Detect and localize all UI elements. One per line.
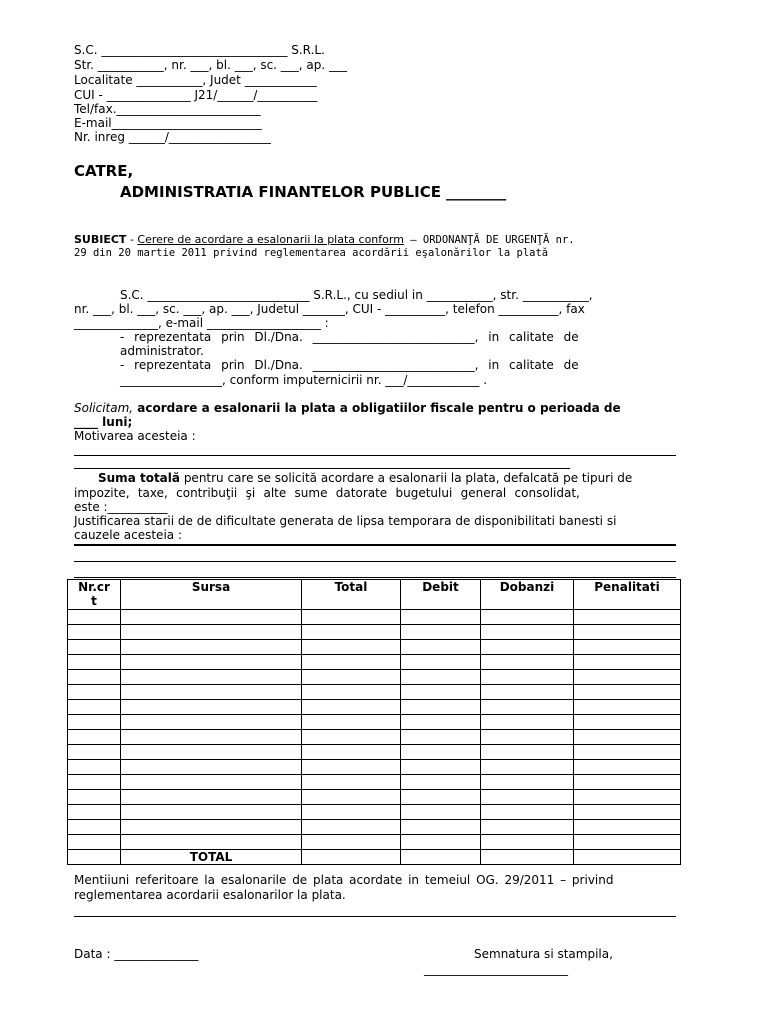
- header-tel: Tel/fax.________________________: [74, 102, 261, 116]
- table-row: [68, 685, 681, 700]
- table-cell: [302, 790, 401, 805]
- table-cell: [121, 700, 302, 715]
- table-cell: [68, 775, 121, 790]
- justificare-line1: Justificarea starii de de dificultate generata de lipsa temporara de disponibilitati banesti si: [74, 514, 617, 528]
- table-cell: [401, 610, 481, 625]
- table-cell: [121, 685, 302, 700]
- table-cell: [121, 820, 302, 835]
- solicit-italic: Solicitam,: [74, 401, 134, 415]
- table-cell: [302, 850, 401, 865]
- justificare-line-2: [74, 561, 676, 562]
- representative-2: - reprezentata prin Dl./Dna. ___________________________, in calitate de: [120, 358, 579, 372]
- table-cell: [574, 625, 681, 640]
- subject-ordonanta-line2: 29 din 20 martie 2011 privind reglementarea acordării eşalonărilor la plată: [74, 247, 549, 259]
- table-cell: [68, 685, 121, 700]
- table-cell: [574, 835, 681, 850]
- subject-line: [74, 232, 575, 248]
- col-penalitati: Penalitati: [574, 580, 681, 610]
- table-cell: [574, 700, 681, 715]
- subject-dash: -: [126, 233, 138, 246]
- table-cell: [481, 730, 574, 745]
- table-cell: [574, 790, 681, 805]
- table-cell: [302, 670, 401, 685]
- table-cell: [302, 655, 401, 670]
- col-total: Total: [302, 580, 401, 610]
- table-cell: [401, 745, 481, 760]
- table-cell: [401, 640, 481, 655]
- table-cell: [68, 670, 121, 685]
- table-cell: [574, 610, 681, 625]
- table-row: [68, 745, 681, 760]
- table-cell: [302, 835, 401, 850]
- table-cell: [121, 670, 302, 685]
- company-intro-line2: nr. ___, bl. ___, sc. ___, ap. ___, Judetul _______, CUI - __________, telefon __________, fax: [74, 302, 585, 316]
- table-cell: [401, 625, 481, 640]
- table-cell: [574, 805, 681, 820]
- table-cell: [68, 715, 121, 730]
- justificare-line-3: [74, 577, 676, 578]
- subject-request: Cerere de acordare a esalonarii la plata conform: [137, 233, 404, 246]
- table-cell: [401, 835, 481, 850]
- table-cell: [302, 610, 401, 625]
- header-cui: CUI - ______________ J21/______/__________: [74, 88, 318, 102]
- table-cell: [68, 835, 121, 850]
- header-email: E-mail_________________________: [74, 116, 262, 130]
- debts-table: [67, 579, 681, 865]
- table-row: [68, 760, 681, 775]
- mentiuni-line: [74, 916, 676, 917]
- table-cell: [121, 730, 302, 745]
- table-row: [68, 820, 681, 835]
- table-cell: [68, 640, 121, 655]
- table-cell: [68, 700, 121, 715]
- table-cell: [401, 685, 481, 700]
- table-row: [68, 790, 681, 805]
- table-cell: [574, 640, 681, 655]
- table-cell: [481, 850, 574, 865]
- table-cell: [401, 805, 481, 820]
- table-row: [68, 610, 681, 625]
- table-cell: [121, 790, 302, 805]
- col-sursa: Sursa: [121, 580, 302, 610]
- suma-line3: este :__________: [74, 500, 168, 514]
- table-total-row: [68, 850, 681, 865]
- table-cell: [401, 760, 481, 775]
- table-cell: [401, 790, 481, 805]
- table-row: [68, 625, 681, 640]
- table-cell: [302, 700, 401, 715]
- table-cell: [68, 730, 121, 745]
- table-cell: [574, 655, 681, 670]
- table-cell: [574, 730, 681, 745]
- solicit-bold: acordare a esalonarii la plata a obligatiilor fiscale pentru o perioada de: [133, 401, 621, 415]
- representative-1: - reprezentata prin Dl./Dna. ___________________________, in calitate de: [120, 330, 579, 344]
- table-cell: [481, 715, 574, 730]
- table-cell: [481, 760, 574, 775]
- table-row: [68, 640, 681, 655]
- table-cell: [121, 775, 302, 790]
- table-cell: [481, 805, 574, 820]
- table-cell: [121, 745, 302, 760]
- suma-rest: pentru care se solicită acordare a esalonarii la plata, defalcată pe tipuri de: [180, 471, 633, 485]
- table-cell: [481, 775, 574, 790]
- table-cell: [401, 670, 481, 685]
- table-cell: [401, 700, 481, 715]
- table-cell: [302, 715, 401, 730]
- data-field: Data : ______________: [74, 947, 199, 961]
- company-intro-line1: S.C. ___________________________ S.R.L., cu sediul in ___________, str. ___________,: [120, 288, 593, 302]
- table-cell: [68, 655, 121, 670]
- table-cell: [302, 640, 401, 655]
- table-cell: [121, 610, 302, 625]
- representative-2-role: _________________, conform imputernicirii nr. ___/____________ .: [120, 373, 488, 387]
- table-cell: [481, 700, 574, 715]
- table-cell: [401, 820, 481, 835]
- table-cell: [121, 640, 302, 655]
- table-cell: [574, 745, 681, 760]
- justificare-line-1: [74, 544, 676, 546]
- table-cell: [401, 730, 481, 745]
- motivare-line-1: [74, 455, 676, 456]
- semnatura-line: ________________________: [424, 962, 568, 976]
- header-nr-inreg: Nr. inreg ______/_________________: [74, 130, 271, 144]
- table-cell: [68, 760, 121, 775]
- subject-ordonanta: – ORDONANŢĂ DE URGENŢĂ nr.: [403, 234, 575, 246]
- table-cell: [481, 745, 574, 760]
- table-cell: [302, 625, 401, 640]
- table-cell: [302, 775, 401, 790]
- table-cell: [574, 670, 681, 685]
- motivare-line-2: [74, 468, 570, 469]
- table-cell: [481, 655, 574, 670]
- table-cell: [121, 805, 302, 820]
- motivare-label: Motivarea acesteia :: [74, 429, 196, 443]
- catre-heading: CATRE,: [74, 162, 134, 180]
- admin-heading: ADMINISTRATIA FINANTELOR PUBLICE ________: [120, 183, 507, 201]
- table-row: [68, 700, 681, 715]
- table-cell: [302, 685, 401, 700]
- table-cell: [68, 625, 121, 640]
- table-cell: [68, 610, 121, 625]
- table-cell: [68, 820, 121, 835]
- table-row: [68, 805, 681, 820]
- col-dobanzi: Dobanzi: [481, 580, 574, 610]
- col-nr-crt: Nr.cr t: [68, 580, 121, 610]
- table-row: [68, 775, 681, 790]
- table-cell: [121, 715, 302, 730]
- table-cell: [401, 850, 481, 865]
- table-header-row: [68, 580, 681, 610]
- table-cell: [121, 760, 302, 775]
- table-cell: [481, 685, 574, 700]
- table-row: [68, 655, 681, 670]
- header-localitate: Localitate ___________, Judet ____________: [74, 73, 317, 87]
- mentiuni-line2: reglementarea acordarii esalonarilor la plata.: [74, 888, 346, 902]
- table-cell: [481, 820, 574, 835]
- company-intro-line3: ______________, e-mail ___________________ :: [74, 316, 329, 330]
- table-cell: [481, 835, 574, 850]
- total-label: TOTAL: [121, 850, 302, 865]
- table-cell: [121, 835, 302, 850]
- luni-field: ____ luni;: [74, 415, 133, 429]
- table-cell: [302, 760, 401, 775]
- table-cell: [574, 685, 681, 700]
- semnatura-label: Semnatura si stampila,: [474, 947, 613, 961]
- table-cell: [574, 760, 681, 775]
- table-cell: [302, 730, 401, 745]
- table-cell: [481, 610, 574, 625]
- table-cell: [68, 790, 121, 805]
- table-row: [68, 730, 681, 745]
- table-cell: [481, 625, 574, 640]
- table-cell: [481, 640, 574, 655]
- table-cell: [481, 670, 574, 685]
- suma-line1: [98, 471, 632, 485]
- col-debit: Debit: [401, 580, 481, 610]
- table-cell: [401, 775, 481, 790]
- table-cell: [68, 805, 121, 820]
- representative-1-role: administrator.: [120, 344, 204, 358]
- table-cell: [121, 625, 302, 640]
- solicit-line: [74, 401, 621, 415]
- table-cell: [574, 775, 681, 790]
- mentiuni-line1: Mentiiuni referitoare la esalonarile de plata acordate in temeiul OG. 29/2011 – privind: [74, 873, 614, 887]
- table-cell: [302, 745, 401, 760]
- table-row: [68, 715, 681, 730]
- table-cell: [68, 850, 121, 865]
- suma-line2: impozite, taxe, contribuţii şi alte sume datorate bugetului general consolidat,: [74, 486, 580, 500]
- table-cell: [574, 715, 681, 730]
- table-cell: [574, 850, 681, 865]
- suma-bold: Suma totală: [98, 471, 180, 485]
- table-cell: [302, 805, 401, 820]
- table-cell: [68, 745, 121, 760]
- table-cell: [574, 820, 681, 835]
- table-cell: [481, 790, 574, 805]
- table-cell: [121, 655, 302, 670]
- table-cell: [302, 820, 401, 835]
- subject-label: SUBIECT: [74, 233, 127, 246]
- table-cell: [401, 715, 481, 730]
- table-cell: [401, 655, 481, 670]
- header-street: Str. ___________, nr. ___, bl. ___, sc. ___, ap. ___: [74, 58, 348, 72]
- table-row: [68, 835, 681, 850]
- justificare-line2: cauzele acesteia :: [74, 528, 182, 542]
- table-row: [68, 670, 681, 685]
- header-sc: S.C. _______________________________ S.R.L.: [74, 43, 325, 57]
